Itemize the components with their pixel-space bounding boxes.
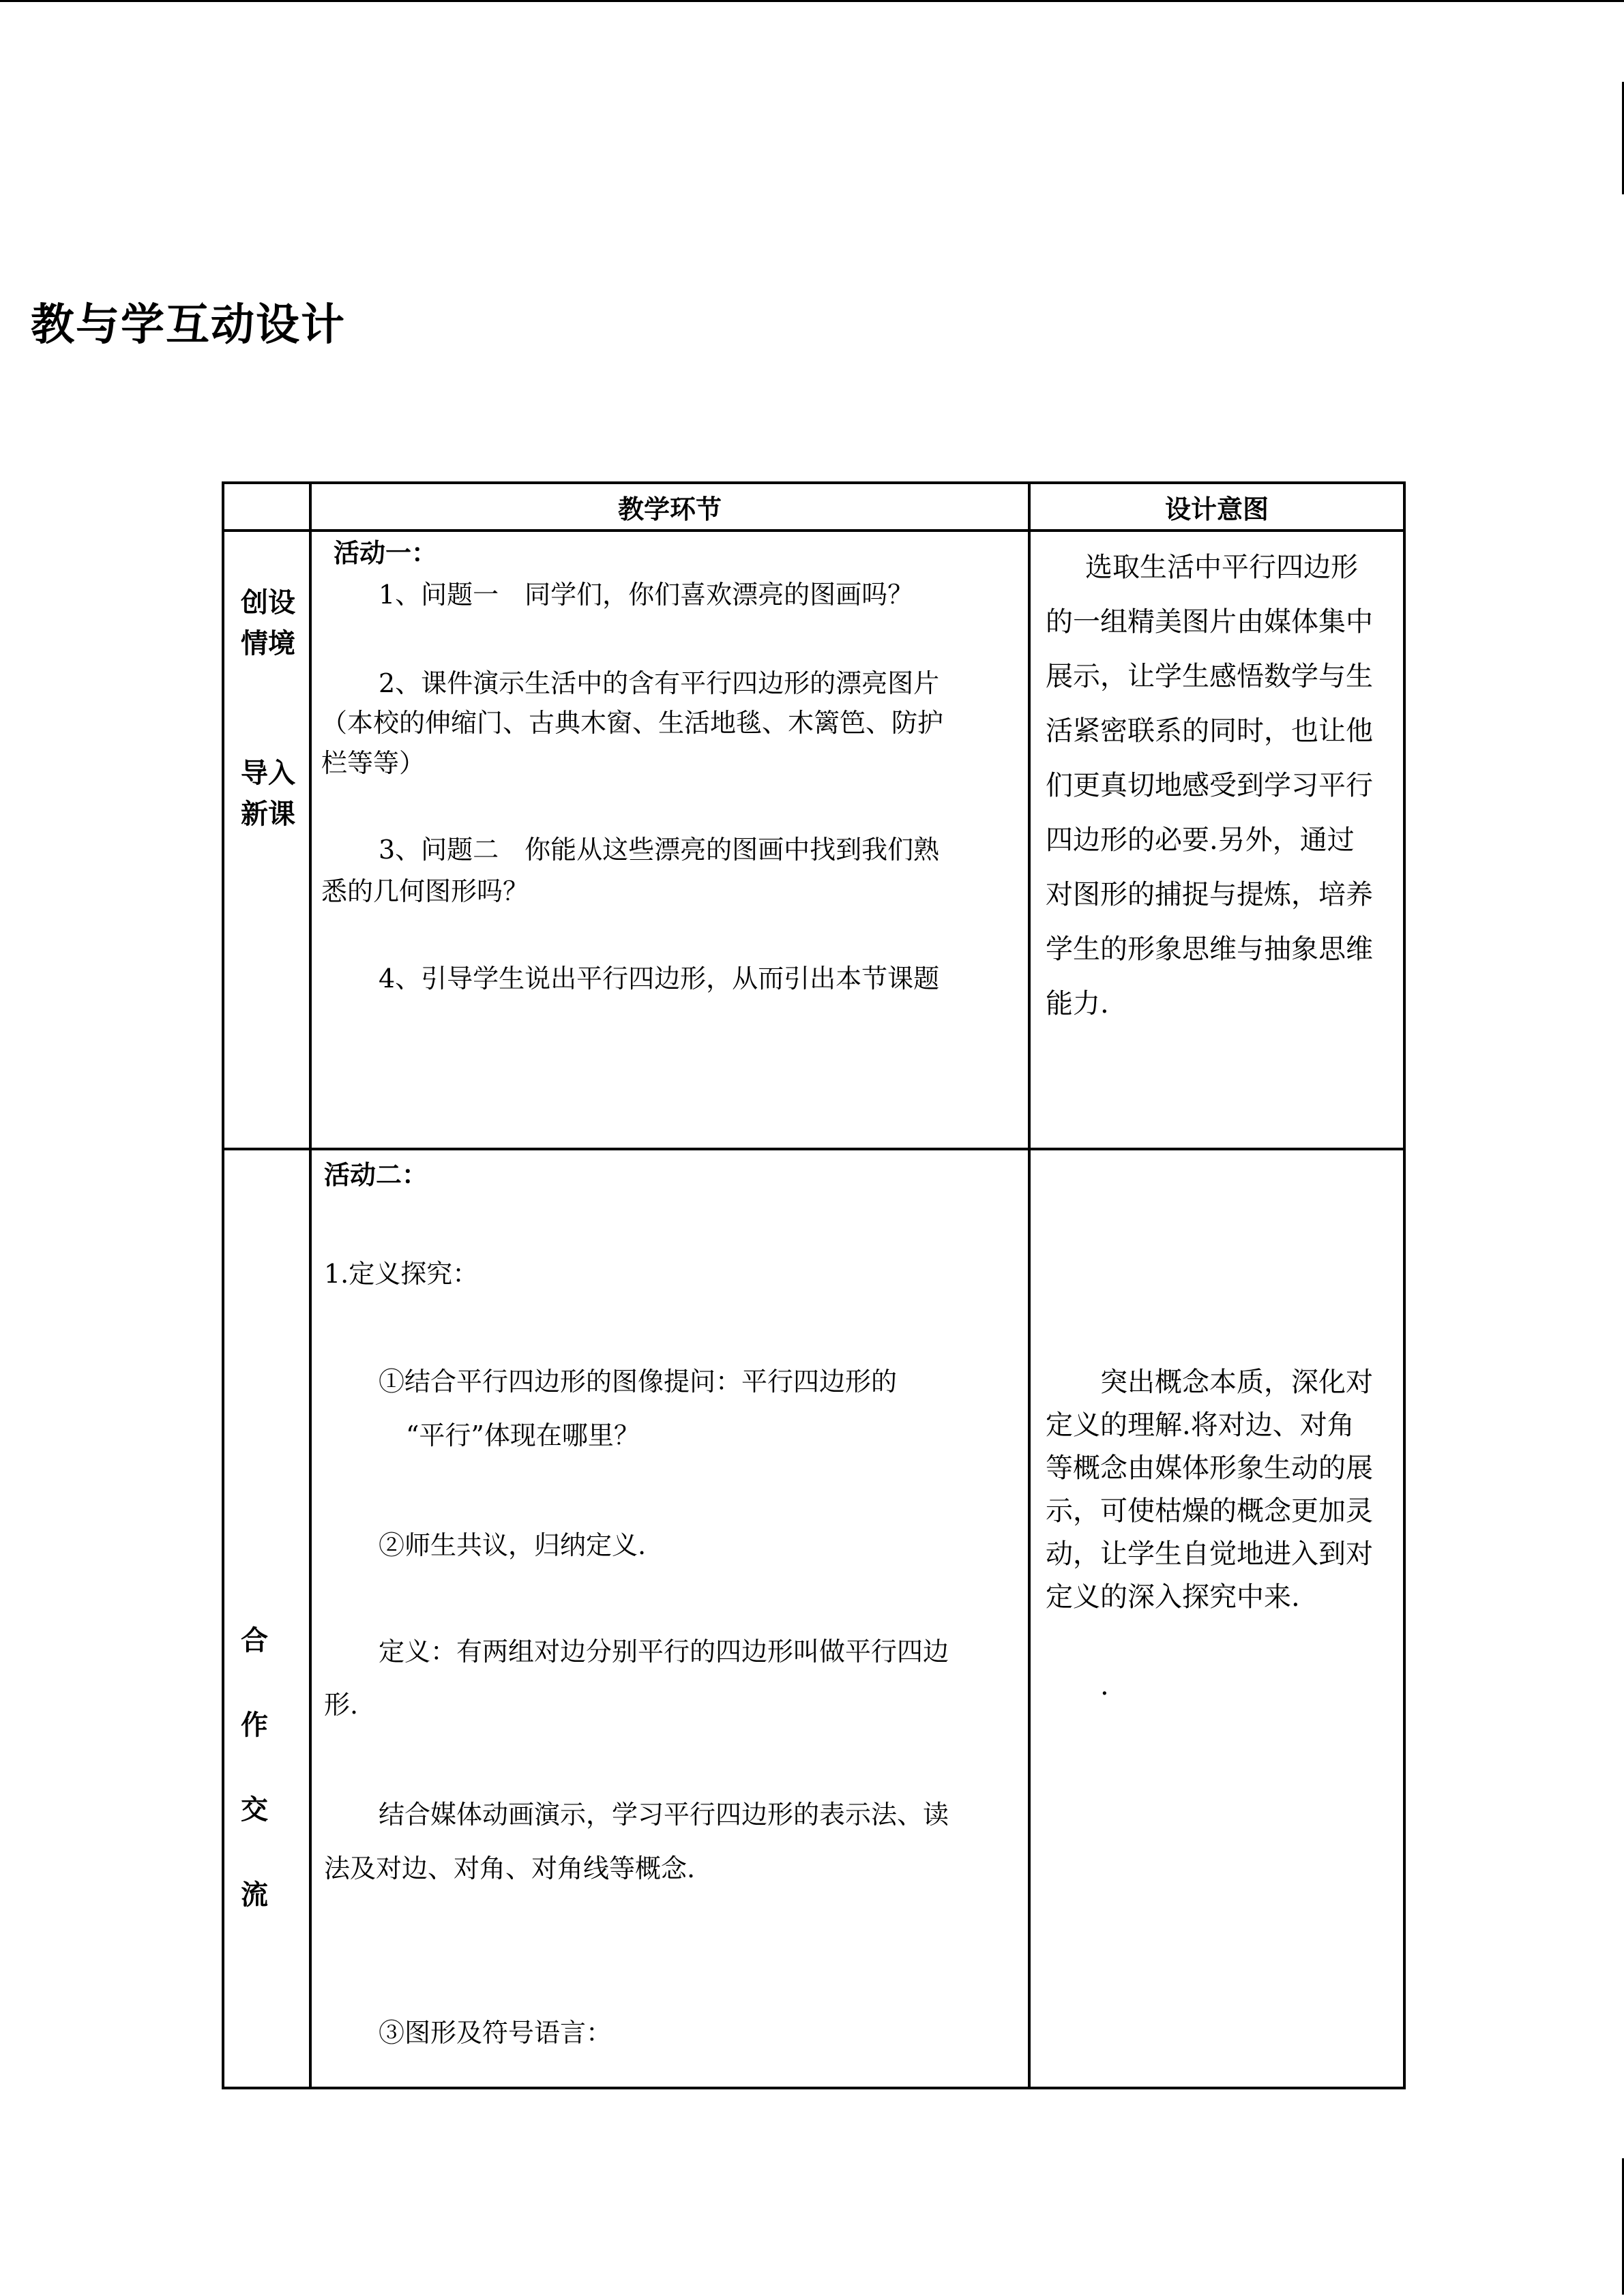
intent-cell-activity-1	[1029, 531, 1404, 1149]
activity-item: （本校的伸缩门、古典木窗、生活地毯、木篱笆、防护	[321, 708, 944, 738]
table-header-row	[223, 483, 1404, 531]
activity-item: ①结合平行四边形的图像提问：平行四边形的	[379, 1367, 898, 1397]
intent-line: .	[1100, 1670, 1109, 1701]
stage-label: 交	[241, 1794, 268, 1825]
intent-line: 们更真切地感受到学习平行	[1046, 770, 1373, 801]
activity-item: 形.	[324, 1690, 359, 1720]
intent-cell-activity-2	[1029, 1149, 1404, 2088]
teaching-cell-activity-2	[310, 1149, 1029, 2088]
stage-label: 情境	[241, 628, 295, 659]
activity-item: 定义：有两组对边分别平行的四边形叫做平行四边	[379, 1637, 949, 1667]
table-row	[223, 531, 1404, 1149]
intent-line: 的一组精美图片由媒体集中	[1046, 606, 1373, 638]
activity-title: 活动一：	[334, 538, 438, 568]
activity-item: 法及对边、对角、对角线等概念.	[324, 1853, 696, 1883]
header-design-intent: 设计意图	[1029, 483, 1404, 531]
activity-item: 1.定义探究：	[324, 1259, 479, 1289]
table-row	[223, 1149, 1404, 2088]
intent-line: 四边形的必要.另外，通过	[1046, 824, 1355, 856]
activity-item: 1、问题一 同学们，你们喜欢漂亮的图画吗？	[379, 580, 914, 610]
stage-label: 创设	[241, 587, 295, 618]
intent-line: 示，可使枯燥的概念更加灵	[1046, 1495, 1373, 1527]
stage-label: 作	[241, 1710, 268, 1741]
activity-item: ③图形及符号语言：	[379, 2018, 612, 2048]
header-blank	[223, 483, 310, 531]
top-border-line	[0, 0, 1624, 2]
activity-item: 栏等等）	[321, 748, 426, 778]
activity-item: 4、引导学生说出平行四边形，从而引出本节课题	[379, 964, 940, 994]
intent-line: 动，让学生自觉地进入到对	[1046, 1538, 1373, 1570]
lesson-design-table	[222, 481, 1406, 2089]
stage-cell-cooperation	[223, 1149, 310, 2088]
intent-line: 等概念由媒体形象生动的展	[1046, 1452, 1373, 1484]
activity-item: 2、课件演示生活中的含有平行四边形的漂亮图片	[379, 668, 940, 698]
page-title: 教与学互动设计	[31, 300, 346, 351]
stage-cell-intro	[223, 531, 310, 1149]
activity-item: “平行”体现在哪里？	[406, 1420, 640, 1450]
activity-item: 悉的几何图形吗？	[321, 876, 529, 906]
intent-line: 学生的形象思维与抽象思维	[1046, 934, 1373, 965]
intent-line: 突出概念本质，深化对	[1100, 1367, 1373, 1398]
activity-item: 3、问题二 你能从这些漂亮的图画中找到我们熟	[379, 835, 940, 865]
stage-label: 新课	[241, 799, 295, 830]
stage-label: 导入	[241, 758, 295, 789]
intent-line: 选取生活中平行四边形	[1085, 552, 1358, 583]
intent-line: 能力.	[1046, 988, 1109, 1019]
intent-line: 定义的理解.将对边、对角	[1046, 1410, 1355, 1441]
intent-line: 定义的深入探究中来.	[1046, 1581, 1300, 1613]
teaching-cell-activity-1	[310, 531, 1029, 1149]
activity-title: 活动二：	[324, 1160, 428, 1190]
activity-item: 结合媒体动画演示，学习平行四边形的表示法、读	[379, 1800, 949, 1830]
header-teaching-stage: 教学环节	[310, 483, 1029, 531]
activity-item: ②师生共议，归纳定义.	[379, 1530, 647, 1560]
stage-label: 合	[241, 1625, 268, 1656]
intent-line: 活紧密联系的同时，也让他	[1046, 715, 1373, 747]
intent-line: 对图形的捕捉与提炼，培养	[1046, 879, 1373, 910]
intent-line: 展示，让学生感悟数学与生	[1046, 661, 1373, 692]
stage-label: 流	[241, 1879, 268, 1911]
